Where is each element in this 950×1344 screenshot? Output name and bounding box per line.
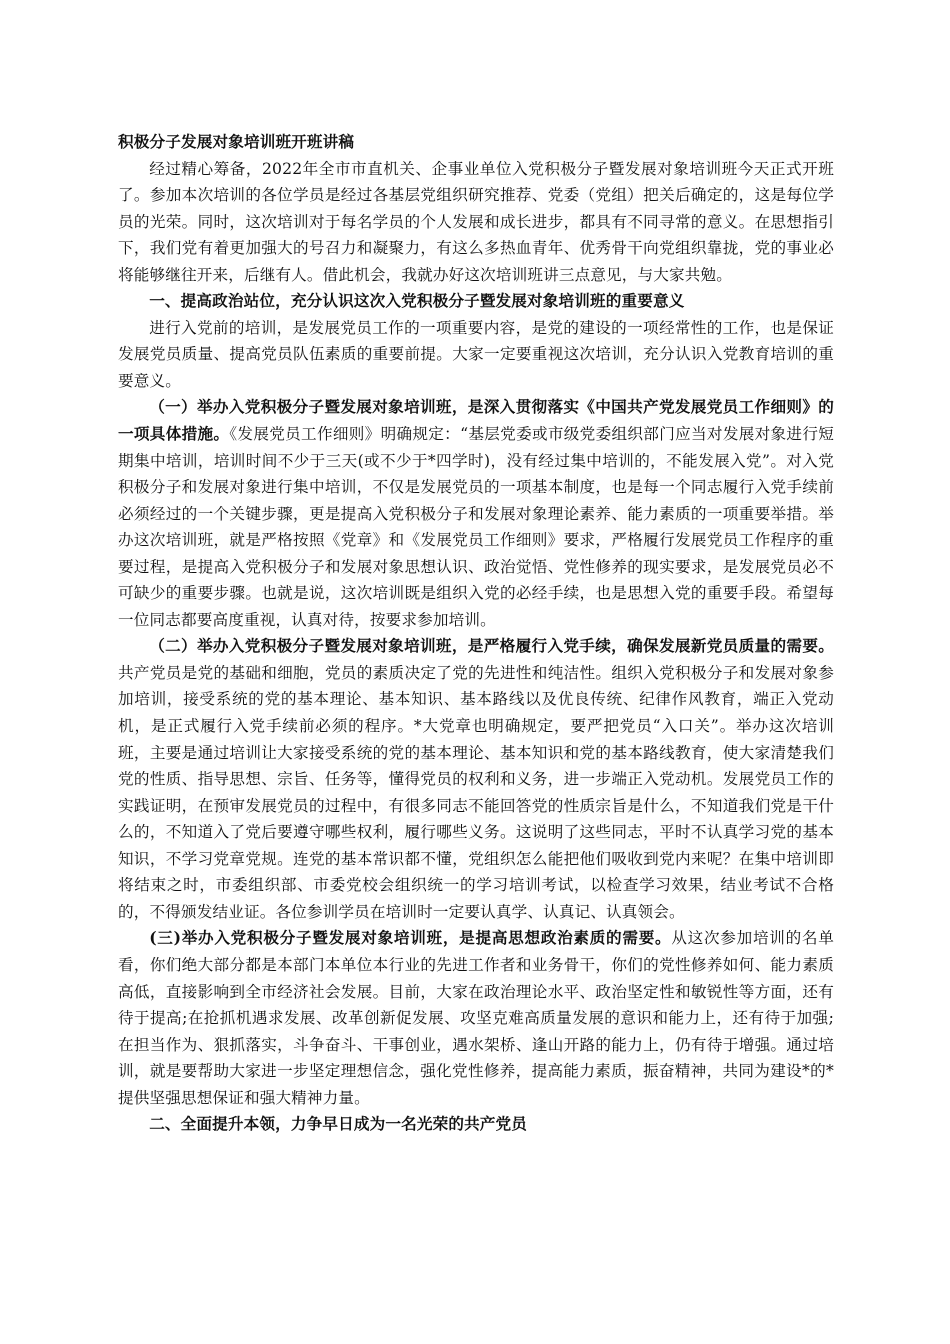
point-1-paragraph <box>118 394 834 633</box>
point-1-lead: （一）举办入党积极分子暨发展对象培训班，是深入贯彻落实《中国共产党发展党员工作细则》的一项具体措施。 <box>118 397 834 444</box>
section-1-intro: 进行入党前的培训，是发展党员工作的一项重要内容，是党的建设的一项经常性的工作，也是保证发展党员质量、提高党员队伍素质的重要前提。大家一定要重视这次培训，充分认识入党教育培训的重要意义。 <box>118 318 834 390</box>
section-1-heading: 一、提高政治站位，充分认识这次入党积极分子暨发展对象培训班的重要意义 <box>149 291 685 311</box>
document-title: 积极分子发展对象培训班开班讲稿 <box>118 132 355 151</box>
section-2-heading: 二、全面提升本领，力争早日成为一名光荣的共产党员 <box>149 1114 528 1134</box>
intro-paragraph: 经过精心筹备，2022年全市市直机关、企事业单位入党积极分子暨发展对象培训班今天正式开班了。参加本次培训的各位学员是经过各基层党组织研究推荐、党委（党组）把关后确定的，这是每位学员的光荣。同时，这次培训对于每名学员的个人发展和成长进步，都具有不同寻常的意义。在思想指引下，我们党有着更加强大的号召力和凝聚力，有这么多热血青年、优秀骨干向党组织靠拢，党的事业必将能够继往开来，后继有人。借此机会，我就办好这次培训班讲三点意见，与大家共勉。 <box>118 159 834 284</box>
point-2-lead: （二）举办入党积极分子暨发展对象培训班，是严格履行入党手续，确保发展新党员质量的需要。 <box>149 636 834 656</box>
point-3-lead: (三)举办入党积极分子暨发展对象培训班，是提高思想政治素质的需要。 <box>149 928 672 948</box>
point-3-paragraph <box>118 925 834 1111</box>
document-page <box>118 129 834 1138</box>
point-2-body: 共产党员是党的基础和细胞，党员的素质决定了党的先进性和纯洁性。组织入党积极分子和发展对象参加培训，接受系统的党的基本理论、基本知识、基本路线以及优良传统、纪律作风教育，端正入党动机，是正式履行入党手续前必须的程序。*大党章也明确规定，要严把党员“入口关”。举办这次培训班，主要是通过培训让大家接受系统的党的基本理论、基本知识和党的基本路线教育，使大家清楚我们党的性质、指导思想、宗旨、任务等，懂得党员的权利和义务，进一步端正入党动机。发展党员工作的实践证明，在预审发展党员的过程中，有很多同志不能回答党的性质宗旨是什么，不知道我们党是干什么的，不知道入了党后要遵守哪些权利，履行哪些义务。这说明了这些同志，平时不认真学习党的基本知识，不学习党章党规。连党的基本常识都不懂，党组织怎么能把他们吸收到党内来呢？在集中培训即将结束之时，市委组织部、市委党校会组织统一的学习培训考试，以检查学习效果，结业考试不合格的，不得颁发结业证。各位参训学员在培训时一定要认真学、认真记、认真领会。 <box>118 663 834 921</box>
point-1-body: 《发展党员工作细则》明确规定：“基层党委或市级党委组织部门应当对发展对象进行短期集中培训，培训时间不少于三天(或不少于*四学时)，没有经过集中培训的，不能发展入党”。对入党积极分子和发展对象进行集中培训，不仅是发展党员的一项基本制度，也是每一个同志履行入党手续前必须经过的一个关键步骤，更是提高入党积极分子和发展对象理论素养、能力素质的一项重要举措。举办这次培训班，就是严格按照《党章》和《发展党员工作细则》要求，严格履行发展党员工作程序的重要过程，是提高入党积极分子和发展对象思想认识、政治觉悟、党性修养的现实要求，是发展党员必不可缺少的重要步骤。也就是说，这次培训既是组织入党的必经手续，也是思想入党的重要手段。希望每一位同志都要高度重视，认真对待，按要求参加培训。 <box>118 425 834 629</box>
point-2-paragraph <box>118 633 834 925</box>
point-3-body: 从这次参加培训的名单看，你们绝大部分都是本部门本单位本行业的先进工作者和业务骨干，你们的党性修养如何、能力素质高低，直接影响到全市经济社会发展。目前，大家在政治理论水平、政治坚定性和敏锐性等方面，还有待于提高;在抢抓机遇求发展、改革创新促发展、攻坚克难高质量发展的意识和能力上，还有待于加强;在担当作为、狠抓落实，斗争奋斗、干事创业，遇水架桥、逢山开路的能力上，仍有待于增强。通过培训，就是要帮助大家进一步坚定理想信念，强化党性修养，提高能力素质，振奋精神，共同为建设*的*提供坚强思想保证和强大精神力量。 <box>118 929 834 1107</box>
